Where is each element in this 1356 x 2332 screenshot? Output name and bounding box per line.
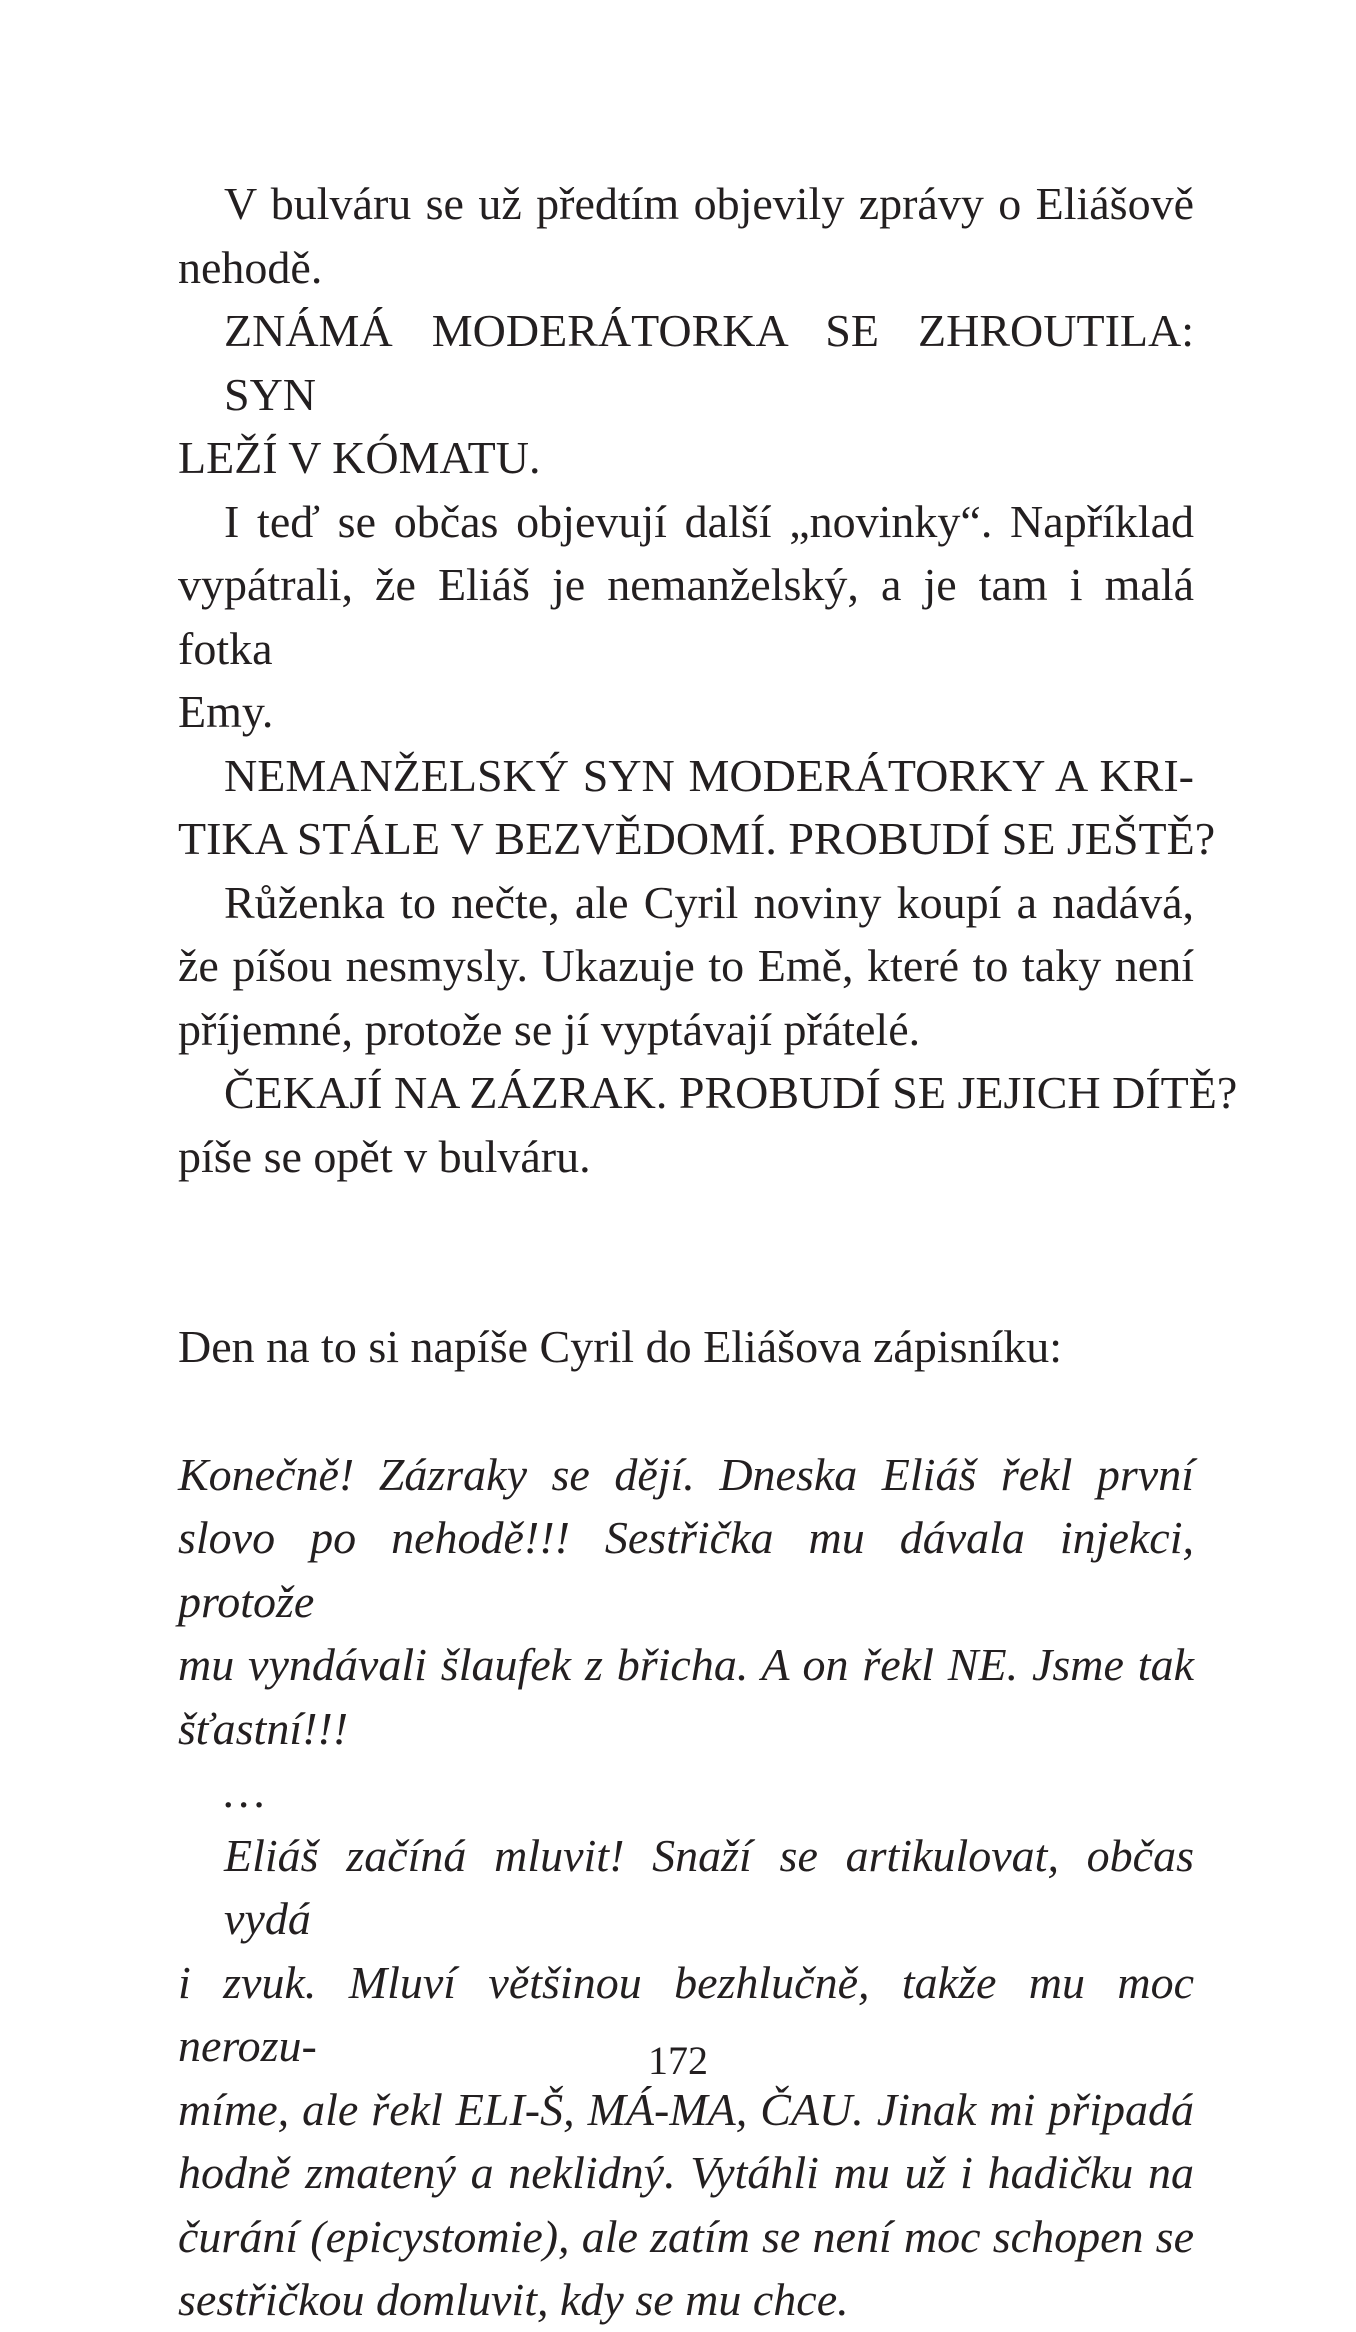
text-line: LEŽÍ V KÓMATU. <box>178 432 541 483</box>
page-body <box>178 172 1238 2332</box>
text-line: ZNÁMÁ MODERÁTORKA SE ZHROUTILA: SYN <box>224 305 1194 420</box>
text-line: Konečně! Zázraky se dějí. Dneska Eliáš řekl první <box>178 1448 1194 1500</box>
text-line: nehodě. <box>178 241 323 293</box>
paragraph <box>178 1315 1194 1379</box>
text-line: slovo po nehodě!!! Sestřička mu dávala injekci, protože <box>178 1512 1194 1627</box>
text-line: V bulváru se už předtím objevily zprávy o Eliášově <box>224 178 1194 229</box>
text-line: že píšou nesmysly. Ukazuje to Emě, které to taky není <box>178 940 1194 991</box>
text-line: Emy. <box>178 686 274 737</box>
text-line: … <box>224 1766 265 1817</box>
text-line: Eliáš začíná mluvit! Snaží se artikulovat, občas vydá <box>224 1829 1194 1944</box>
ellipsis-separator <box>178 1760 1194 1824</box>
text-line: I teď se občas objevují další „novinky“. Například <box>224 495 1194 547</box>
section-gap <box>178 1188 1194 1315</box>
text-line: píše se opět v bulváru. <box>178 1130 591 1182</box>
text-line: Růženka to nečte, ale Cyril noviny koupí a nadává, <box>224 876 1194 928</box>
text-line: Den na to si napíše Cyril do Eliášova zápisníku: <box>178 1321 1063 1372</box>
text-line: TIKA STÁLE V BEZVĚDOMÍ. PROBUDÍ SE JEŠTĚ? <box>178 813 1216 864</box>
headline <box>178 744 1216 871</box>
diary-entry <box>178 1443 1194 1761</box>
paragraph <box>178 490 1194 744</box>
text-line: míme, ale řekl ELI-Š, MÁ-MA, ČAU. Jinak mi připadá <box>178 2083 1194 2135</box>
text-line: NEMANŽELSKÝ SYN MODERÁTORKY A KRI- <box>224 749 1194 801</box>
text-line: příjemné, protože se jí vyptávají přátelé. <box>178 1003 921 1055</box>
paragraph <box>178 871 1194 1062</box>
text-line: vypátrali, že Eliáš je nemanželský, a je tam i malá fotka <box>178 559 1194 674</box>
text-line: ČEKAJÍ NA ZÁZRAK. PROBUDÍ SE JEJICH DÍTĚ? <box>224 1067 1238 1118</box>
section-gap <box>178 1379 1194 1443</box>
text-line: čurání (epicystomie), ale zatím se není moc schopen se <box>178 2210 1194 2262</box>
text-line: hodně zmatený a neklidný. Vytáhli mu už i hadičku na <box>178 2147 1194 2198</box>
headline <box>178 299 1194 490</box>
paragraph <box>178 172 1194 299</box>
text-line: sestřičkou domluvit, kdy se mu chce. <box>178 2274 849 2325</box>
text-line: šťastní!!! <box>178 1702 349 1754</box>
text-line: mu vyndávali šlaufek z břicha. A on řekl NE. Jsme tak <box>178 1639 1194 1690</box>
text-line: i zvuk. Mluví většinou bezhlučně, takže mu moc nerozu- <box>178 1956 1194 2071</box>
page-number: 172 <box>648 2038 708 2083</box>
headline <box>178 1061 1238 1188</box>
